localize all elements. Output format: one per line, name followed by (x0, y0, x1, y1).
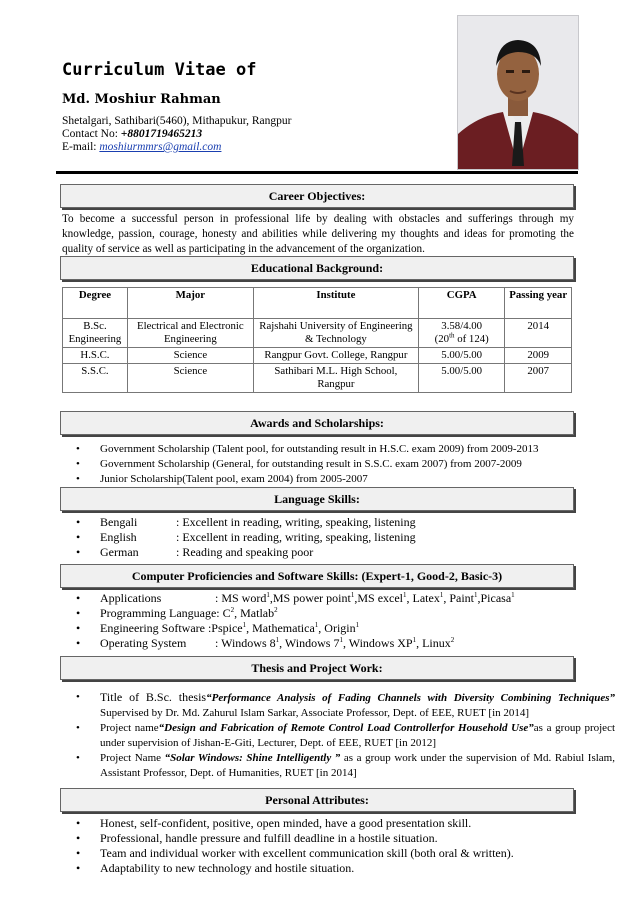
table-row: H.S.C. Science Rangpur Govt. College, Rangpur 5.00/5.00 2009 (63, 348, 572, 364)
email-line: E-mail: moshiurmmrs@gmail.com (62, 141, 222, 153)
section-computer-proficiencies: Computer Proficiencies and Software Skills: (Expert-1, Good-2, Basic-3) (60, 564, 574, 588)
table-header-row (63, 288, 572, 319)
section-awards-scholarships: Awards and Scholarships: (60, 411, 574, 435)
list-item: • Professional, handle pressure and fulfill deadline in a hostile situation. (100, 831, 615, 846)
list-item: • Adaptability to new technology and hostile situation. (100, 861, 615, 876)
candidate-name: Md. Moshiur Rahman (62, 92, 221, 107)
profile-photo (457, 15, 579, 170)
address: Shetalgari, Sathibari(5460), Mithapukur, Rangpur (62, 115, 292, 127)
list-item: • Team and individual worker with excellent communication skill (both oral & written). (100, 846, 615, 861)
col-cgpa: CGPA (419, 288, 505, 319)
list-item: • Operating System : Windows $8^1$, Windows $7^1$, Windows $XP^1$, Linux$^2$ (100, 636, 615, 651)
list-item: • Honest, self-confident, positive, open minded, have a good presentation skill. (100, 816, 615, 831)
col-degree: Degree (63, 288, 128, 319)
col-passing-year: Passing year (505, 288, 572, 319)
list-item: • Bengali : Excellent in reading, writing, speaking, listening (100, 515, 615, 530)
list-item: • English : Excellent in reading, writing, speaking, listening (100, 530, 615, 545)
table-row: S.S.C. Science Sathibari M.L. High School, Rangpur 5.00/5.00 2007 (63, 364, 572, 393)
col-major: Major (127, 288, 253, 319)
education-table (62, 287, 572, 393)
table-row: B.Sc. Engineering Electrical and Electronic Engineering Rajshahi University of Engineering & Technology 3.58/4.00 (20th of 124) 2014 (63, 319, 572, 348)
email-link[interactable]: moshiurmmrs@gmail.com (99, 141, 222, 153)
list-item: • Engineering Software :Pspice$^1$, Mathematica$^1$, Origin$^1$ (100, 621, 615, 636)
section-career-objectives: Career Objectives: (60, 184, 574, 208)
list-item: • Project Name “Solar Windows: Shine Intelligently ” as a group work under the supervision of Md. Rabiul Islam, Assistant Professor, Dept. of Humanities, RUET [in 2014] (100, 751, 615, 781)
personal-attributes-list (62, 816, 615, 876)
col-institute: Institute (253, 288, 418, 319)
list-item: • German : Reading and speaking poor (100, 545, 615, 560)
section-personal-attributes: Personal Attributes: (60, 788, 574, 812)
thesis-list (62, 690, 615, 781)
section-educational-background: Educational Background: (60, 256, 574, 280)
list-item: • Title of B.Sc. thesis“Performance Analysis of Fading Channels with Diversity Combining Techniques” Supervised by Dr. Md. Zahurul Islam Sarkar, Associate Professor, Dept. of EEE, RUET [in 2014] (100, 690, 615, 721)
list-item: • Government Scholarship (General, for outstanding result in S.S.C. exam 2007) from 2007-2009 (100, 457, 615, 472)
section-language-skills: Language Skills: (60, 487, 574, 511)
computer-skills-list (62, 591, 615, 651)
career-objective-text: To become a successful person in professional life by dealing with obstacles and sufferings through my knowledge, passion, courage, honesty and abilities while delivering my thoughts and ideas for promoting the quality of service as well as participating in the advancement of the organization. (62, 213, 574, 255)
list-item: • Government Scholarship (Talent pool, for outstanding result in H.S.C. exam 2009) from 2009-2013 (100, 442, 615, 457)
cv-title: Curriculum Vitae of (62, 60, 257, 80)
phone-number: +8801719465213 (120, 128, 203, 140)
section-thesis-project-work: Thesis and Project Work: (60, 656, 574, 680)
list-item: • Programming Language: $C^2$, Matlab$^2$ (100, 606, 615, 621)
list-item: • Project name“Design and Fabrication of Remote Control Load Controllerfor Household Use”as a group project under supervision of Jishan-E-Giti, Lecturer, Dept. of EEE, RUET [in 2012] (100, 721, 615, 751)
language-list (62, 515, 615, 560)
header-divider (56, 171, 578, 174)
awards-list (62, 442, 615, 487)
list-item: • Applications : MS word$^1$,MS power point$^1$,MS excel$^1$, Latex$^1$, Paint$^1$,Picasa$^1$ (100, 591, 615, 606)
contact-line: Contact No: +8801719465213 (62, 128, 203, 140)
list-item: • Junior Scholarship(Talent pool, exam 2004) from 2005-2007 (100, 472, 615, 487)
